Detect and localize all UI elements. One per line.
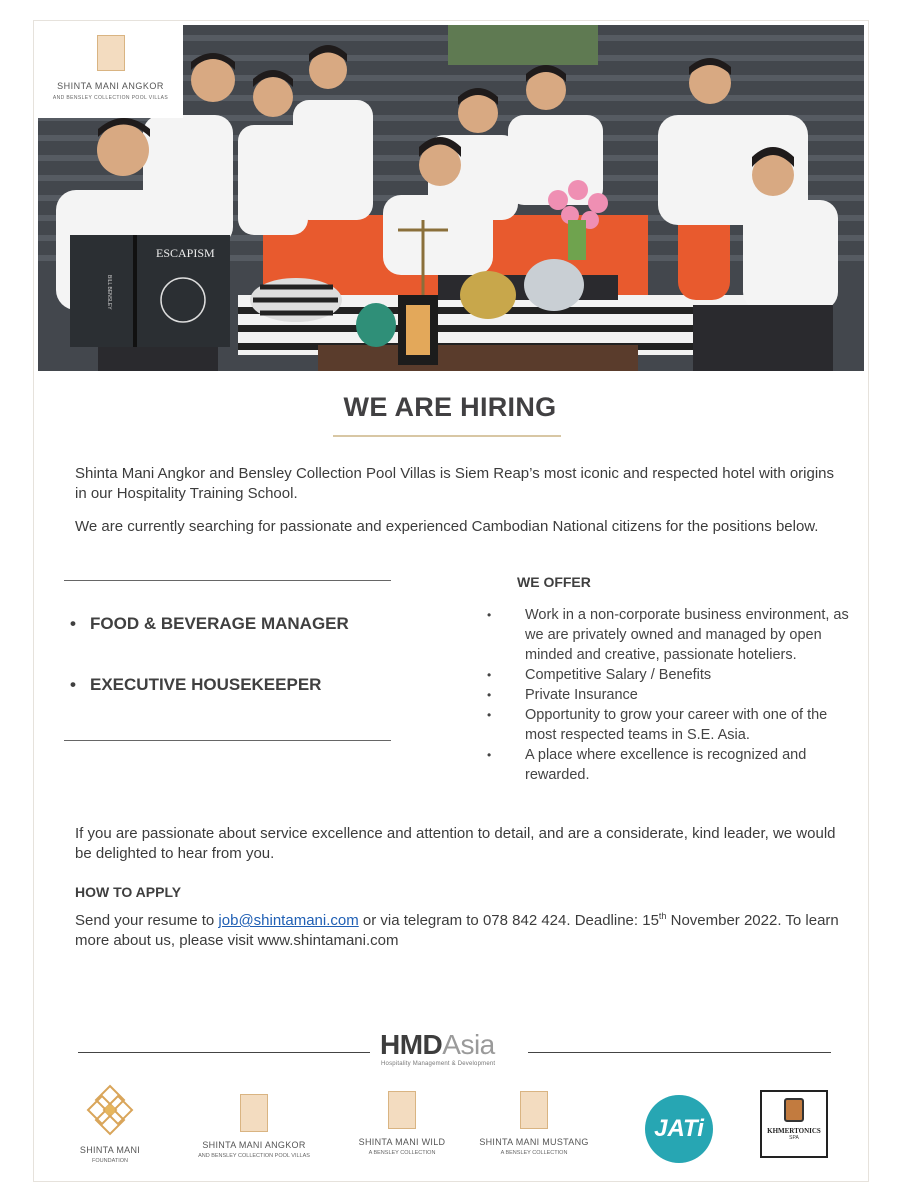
hmd-subtitle: Hospitality Management & Development [381, 1061, 496, 1067]
positions-bottom-rule [64, 740, 391, 741]
khmer-face-icon [784, 1098, 804, 1122]
book-author-text: BILL BENSLEY [106, 275, 112, 310]
position-label: EXECUTIVE HOUSEKEEPER [90, 675, 322, 694]
brand-sub: FOUNDATION [92, 1158, 128, 1164]
footer-rule-right [528, 1052, 831, 1053]
apply-middle: or via telegram to 078 842 424. Deadline: 15 [358, 912, 659, 929]
hmd-light: Asia [442, 1029, 495, 1060]
brand-shinta-mani-angkor [188, 1094, 320, 1159]
logo-subtitle: AND BENSLEY COLLECTION POOL VILLAS [52, 95, 169, 101]
hmd-bold: HMD [380, 1029, 443, 1060]
offer-item: • Opportunity to grow your career with one of the most respected teams in S.E. Asia. [483, 705, 853, 745]
brand-shinta-mani-mustang [475, 1091, 593, 1156]
shinta-mani-angkor-logo [38, 25, 183, 118]
emblem-icon [240, 1094, 268, 1132]
khmer-tonics-logo [760, 1090, 828, 1158]
ordinal-suffix: th [658, 911, 667, 921]
positions-top-rule [64, 580, 391, 581]
position-item: • FOOD & BEVERAGE MANAGER [70, 614, 349, 633]
khmer-tonics-name: KHMERTONICS [767, 1127, 821, 1135]
how-to-apply-heading: HOW TO APPLY [75, 884, 182, 900]
khmer-tonics-sub: SPA [789, 1135, 799, 1141]
brand-sub: AND BENSLEY COLLECTION POOL VILLAS [198, 1153, 310, 1159]
intro-paragraph: Shinta Mani Angkor and Bensley Collection Pool Villas is Siem Reap’s most iconic and respected hotel with origins in our Hospitality Training School. [75, 465, 835, 502]
offer-item: • Competitive Salary / Benefits [483, 665, 853, 685]
brand-name: SHINTA MANI [79, 1145, 141, 1155]
brand-sub: A BENSLEY COLLECTION [368, 1150, 436, 1156]
brand-name: SHINTA MANI MUSTANG [479, 1137, 589, 1147]
position-item: • EXECUTIVE HOUSEKEEPER [70, 675, 322, 694]
emblem-icon [388, 1091, 416, 1129]
logo-name: SHINTA MANI ANGKOR [57, 81, 164, 91]
page-title: WE ARE HIRING [343, 392, 557, 422]
position-label: FOOD & BEVERAGE MANAGER [90, 614, 349, 633]
we-offer-heading: WE OFFER [517, 574, 591, 590]
offer-list [483, 605, 853, 785]
emblem-icon [520, 1091, 548, 1129]
brand-shinta-mani-wild [353, 1091, 451, 1156]
jati-logo: JATi [645, 1095, 713, 1163]
book-title-text: ESCAPISM [156, 246, 215, 260]
brand-sub: A BENSLEY COLLECTION [500, 1150, 568, 1156]
title-underline [333, 435, 561, 437]
brand-name: SHINTA MANI ANGKOR [202, 1140, 306, 1150]
offer-item: • Work in a non-corporate business environment, as we are privately owned and managed by open minded and creative, passionate hoteliers. [483, 605, 853, 665]
footer-rule-left [78, 1052, 370, 1053]
apply-prefix: Send your resume to [75, 912, 219, 929]
email-link[interactable]: job@shintamani.com [218, 912, 359, 929]
logo-emblem-icon [97, 35, 125, 71]
apply-paragraph [75, 911, 845, 951]
brand-name: SHINTA MANI WILD [358, 1137, 446, 1147]
offer-item: • A place where excellence is recognized and rewarded. [483, 745, 853, 785]
closing-paragraph: If you are passionate about service excellence and attention to detail, and are a considerate, kind leader, we would be delighted to hear from you. [75, 825, 836, 862]
hmd-asia-logo [380, 1029, 495, 1061]
brand-shinta-mani-foundation [70, 1082, 150, 1164]
foundation-flower-icon [84, 1082, 136, 1138]
offer-item: • Private Insurance [483, 685, 853, 705]
search-paragraph: We are currently searching for passionate and experienced Cambodian National citizens for the positions below. [75, 518, 819, 535]
apply-suffix: November 2022. To learn more about us, please visit www.shintamani.com [75, 912, 839, 949]
